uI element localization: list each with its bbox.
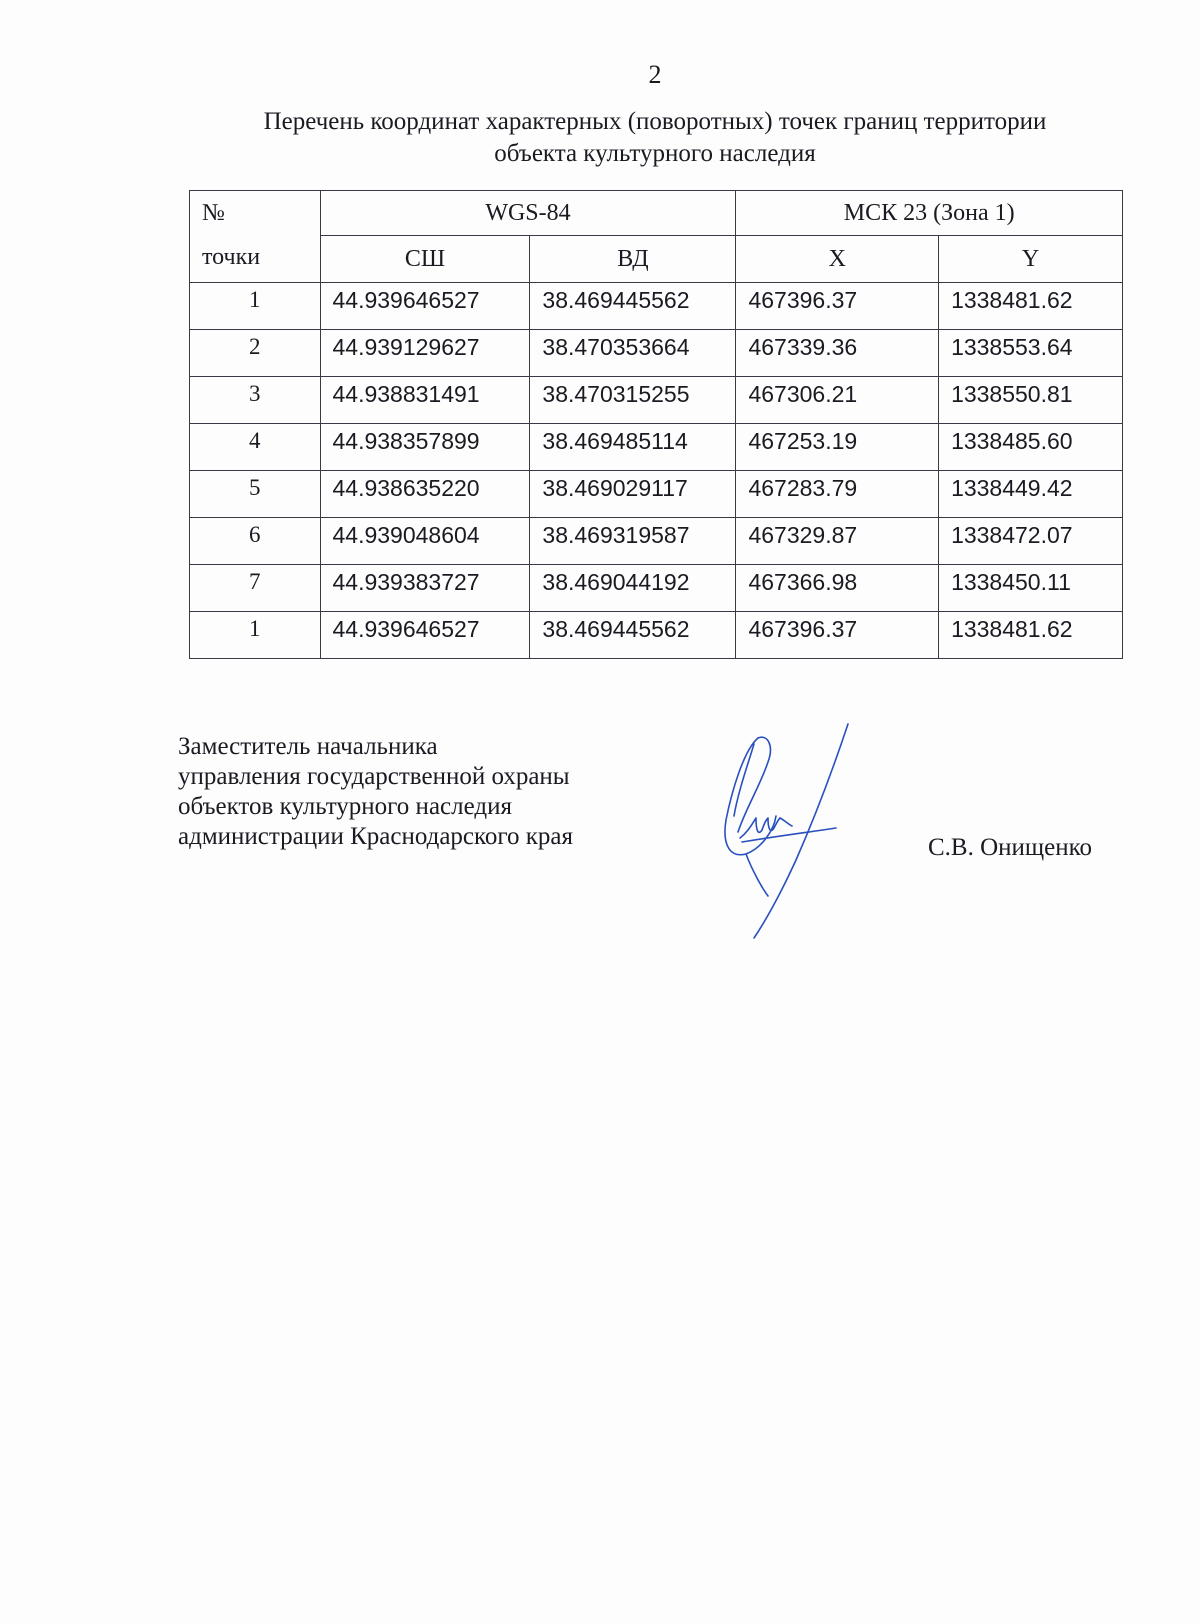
table-row: [190, 565, 1123, 612]
x-coordinate-header: X: [736, 236, 939, 283]
longitude-value: 38.469445562: [530, 283, 736, 330]
x-value: 467306.21: [736, 377, 939, 424]
y-value: 1338450.11: [939, 565, 1123, 612]
document-title-line-2: объекта культурного наследия: [494, 140, 816, 167]
x-value: 467366.98: [736, 565, 939, 612]
table-row: [190, 283, 1123, 330]
y-value: 1338485.60: [939, 424, 1123, 471]
point-number: 5: [190, 471, 321, 518]
latitude-value: 44.939383727: [320, 565, 530, 612]
x-value: 467283.79: [736, 471, 939, 518]
x-value: 467396.37: [736, 283, 939, 330]
latitude-value: 44.939048604: [320, 518, 530, 565]
document-title: [130, 106, 1180, 170]
table-row: [190, 330, 1123, 377]
table-header-row-2: [190, 236, 1123, 283]
page-number: 2: [648, 60, 662, 89]
table-row: [190, 518, 1123, 565]
point-number: 1: [190, 612, 321, 659]
point-number-header: [190, 191, 321, 283]
latitude-header: СШ: [320, 236, 530, 283]
table-row: [190, 471, 1123, 518]
longitude-value: 38.469029117: [530, 471, 736, 518]
signer-position-line: администрации Краснодарского края: [178, 823, 574, 850]
point-number: 3: [190, 377, 321, 424]
y-coordinate-header: Y: [939, 236, 1123, 283]
document-title-line-1: Перечень координат характерных (поворотных) точек границ территории: [263, 108, 1047, 135]
latitude-value: 44.938635220: [320, 471, 530, 518]
y-value: 1338449.42: [939, 471, 1123, 518]
wgs84-group-header: WGS-84: [320, 191, 736, 236]
point-number: 4: [190, 424, 321, 471]
longitude-value: 38.470315255: [530, 377, 736, 424]
msk23-group-header: МСК 23 (Зона 1): [736, 191, 1123, 236]
point-number: 1: [190, 283, 321, 330]
table-row: [190, 424, 1123, 471]
signer-position-line: управления государственной охраны: [178, 763, 570, 790]
signer-position-line: Заместитель начальника: [178, 733, 438, 760]
point-number: 7: [190, 565, 321, 612]
signer-name: С.В. Онищенко: [928, 834, 1093, 861]
handwritten-signature-icon: [718, 720, 888, 940]
x-value: 467253.19: [736, 424, 939, 471]
number-sign-label: №: [202, 200, 225, 226]
longitude-value: 38.469319587: [530, 518, 736, 565]
table-row: [190, 612, 1123, 659]
y-value: 1338472.07: [939, 518, 1123, 565]
table-header-row-1: [190, 191, 1123, 236]
y-value: 1338481.62: [939, 612, 1123, 659]
longitude-value: 38.469445562: [530, 612, 736, 659]
longitude-value: 38.469044192: [530, 565, 736, 612]
latitude-value: 44.939646527: [320, 283, 530, 330]
x-value: 467396.37: [736, 612, 939, 659]
longitude-value: 38.469485114: [530, 424, 736, 471]
coordinates-table: [189, 190, 1123, 659]
point-number: 6: [190, 518, 321, 565]
longitude-header: ВД: [530, 236, 736, 283]
signer-position: [178, 732, 573, 852]
latitude-value: 44.939129627: [320, 330, 530, 377]
x-value: 467329.87: [736, 518, 939, 565]
x-value: 467339.36: [736, 330, 939, 377]
y-value: 1338550.81: [939, 377, 1123, 424]
longitude-value: 38.470353664: [530, 330, 736, 377]
point-word-label: точки: [202, 244, 261, 270]
y-value: 1338481.62: [939, 283, 1123, 330]
point-number: 2: [190, 330, 321, 377]
table-row: [190, 377, 1123, 424]
y-value: 1338553.64: [939, 330, 1123, 377]
latitude-value: 44.938357899: [320, 424, 530, 471]
latitude-value: 44.938831491: [320, 377, 530, 424]
signer-position-line: объектов культурного наследия: [178, 793, 512, 820]
latitude-value: 44.939646527: [320, 612, 530, 659]
